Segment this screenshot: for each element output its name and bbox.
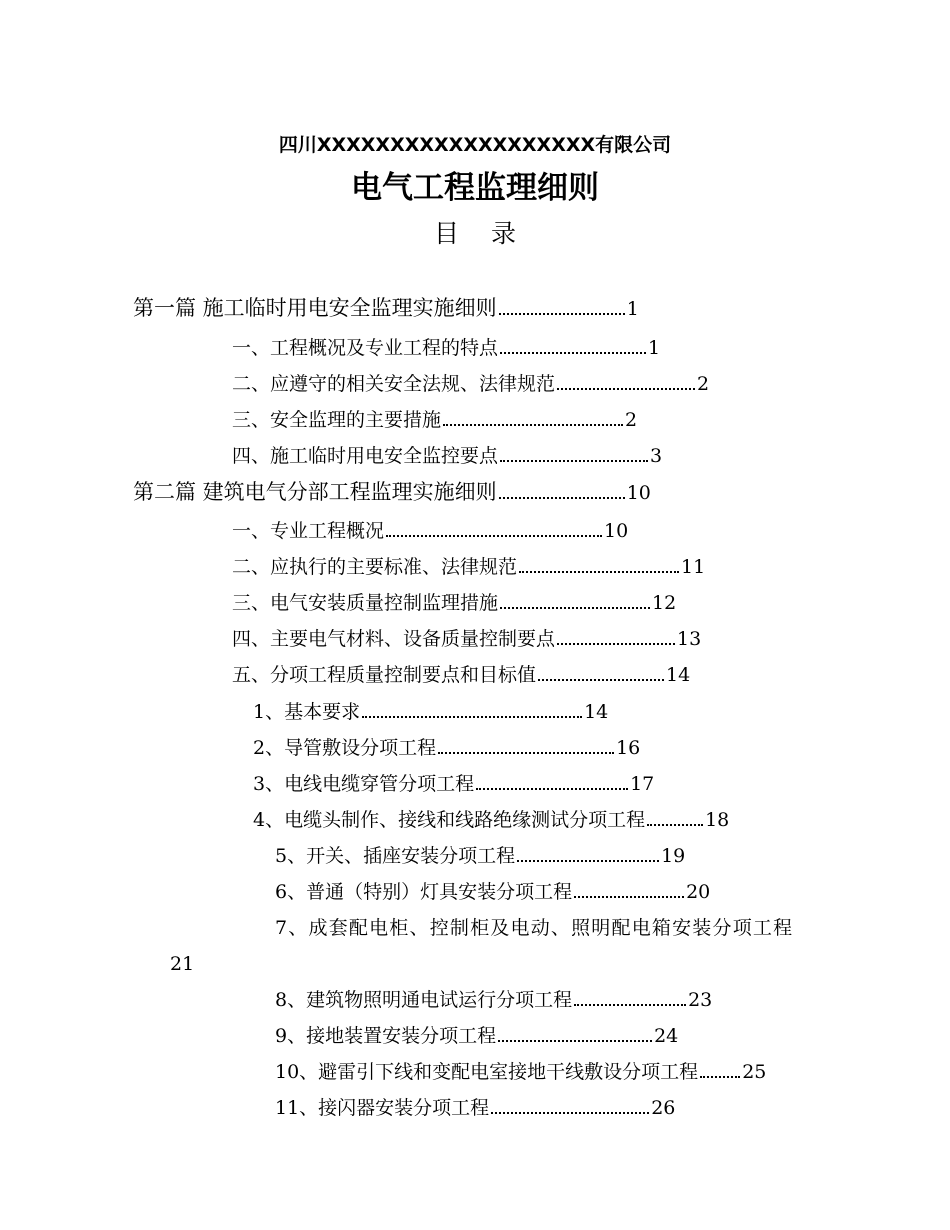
toc-leader-dots [500,338,646,354]
toc-entry-label: 第二篇 建筑电气分部工程监理实施细则 [133,480,497,504]
toc-leader-dots [557,374,695,390]
toc-page-number: 21 [170,953,195,975]
toc-page-number: 10 [626,482,651,504]
toc-entry [232,663,690,687]
toc-entry-label: 一、专业工程概况 [232,520,385,542]
toc-entry-label: 1、基本要求 [253,701,361,723]
toc-entry [232,591,676,615]
toc-leader-dots [700,1062,740,1078]
toc-page-number: 12 [652,592,677,614]
toc-sub-entry [275,1096,675,1120]
toc-sub-entry [275,988,712,1012]
toc-page-number: 13 [677,628,702,650]
toc-leader-dots [386,521,602,537]
toc-page-number: 2 [697,373,710,395]
toc-leader-dots [647,810,703,826]
toc-sub-entry [275,1060,766,1084]
toc-page-number: 19 [661,845,686,867]
toc-entry [232,627,701,651]
toc-leader-dots [500,446,648,462]
toc-entry-label: 7、成套配电柜、控制柜及电动、照明配电箱安装分项工程 [275,917,794,939]
toc-leader-dots [557,629,675,645]
toc-sub-entry [275,1024,678,1048]
toc-sub-entry [253,808,729,832]
toc-entry-label: 三、安全监理的主要措施 [232,409,442,431]
toc-heading: 目 录 [434,219,528,248]
toc-entry-label: 二、应执行的主要标准、法律规范 [232,556,518,578]
toc-part-1 [133,296,639,320]
toc-page-number: 2 [625,409,638,431]
toc-leader-dots [574,990,686,1006]
toc-leader-dots [517,846,659,862]
toc-entry [232,372,709,396]
toc-sub-entry [253,772,654,796]
toc-page-number: 24 [654,1025,679,1047]
toc-entry-label: 四、施工临时用电安全监控要点 [232,445,499,467]
toc-entry-label: 4、电缆头制作、接线和线路绝缘测试分项工程 [253,809,646,831]
toc-page-number: 14 [666,664,691,686]
toc-leader-dots [538,665,664,681]
toc-sub-entry [275,916,793,940]
toc-page-number: 11 [681,556,706,578]
toc-leader-dots [499,483,625,499]
toc-leader-dots [491,1098,649,1114]
toc-entry-label: 3、电线电缆穿管分项工程 [253,773,475,795]
toc-page-number: 1 [626,298,639,320]
toc-entry [232,336,660,360]
toc-page-number: 26 [651,1097,676,1119]
toc-leader-dots [574,882,684,898]
toc-leader-dots [476,774,628,790]
toc-sub-entry [253,736,640,760]
toc-page-number: 16 [616,737,641,759]
toc-entry-label: 一、工程概况及专业工程的特点 [232,337,499,359]
toc-entry [232,408,637,432]
toc-page-number: 3 [650,445,663,467]
toc-sub-entry [275,844,685,868]
toc-entry-label: 5、开关、插座安装分项工程 [275,845,516,867]
toc-entry-label: 二、应遵守的相关安全法规、法律规范 [232,373,556,395]
toc-entry-label: 10、避雷引下线和变配电室接地干线敷设分项工程 [275,1061,699,1083]
toc-leader-dots [499,299,625,315]
toc-entry-label: 四、主要电气材料、设备质量控制要点 [232,628,556,650]
toc-leader-dots [362,702,582,718]
toc-entry-label: 6、普通（特别）灯具安装分项工程 [275,881,573,903]
company-name: 四川XXXXXXXXXXXXXXXXXXX有限公司 [278,134,672,156]
toc-entry-label: 第一篇 施工临时用电安全监理实施细则 [133,296,497,320]
toc-entry [232,555,705,579]
document-title: 电气工程监理细则 [351,170,599,206]
toc-leader-dots [498,1026,652,1042]
toc-part-2 [133,480,651,504]
toc-page-number: 14 [584,701,609,723]
toc-entry-label: 8、建筑物照明通电试运行分项工程 [275,989,573,1011]
toc-entry [232,519,628,543]
toc-leader-dots [500,593,650,609]
toc-entry-label: 11、接闪器安装分项工程 [275,1097,490,1119]
toc-entry-label: 三、电气安装质量控制监理措施 [232,592,499,614]
toc-leader-dots [438,738,614,754]
toc-page-number: 23 [688,989,713,1011]
toc-page-number: 25 [742,1061,767,1083]
toc-page-number: 17 [630,773,655,795]
toc-page-number: 18 [705,809,730,831]
toc-entry [232,444,662,468]
toc-entry-label: 2、导管敷设分项工程 [253,737,437,759]
toc-leader-dots [519,557,679,573]
toc-page-number: 1 [648,337,661,359]
toc-leader-dots [443,410,623,426]
toc-sub-entry [275,880,710,904]
toc-sub-entry [253,700,608,724]
toc-page-number: 20 [686,881,711,903]
toc-entry-label: 五、分项工程质量控制要点和目标值 [232,664,537,686]
toc-entry-label: 9、接地装置安装分项工程 [275,1025,497,1047]
toc-page-number: 10 [604,520,629,542]
